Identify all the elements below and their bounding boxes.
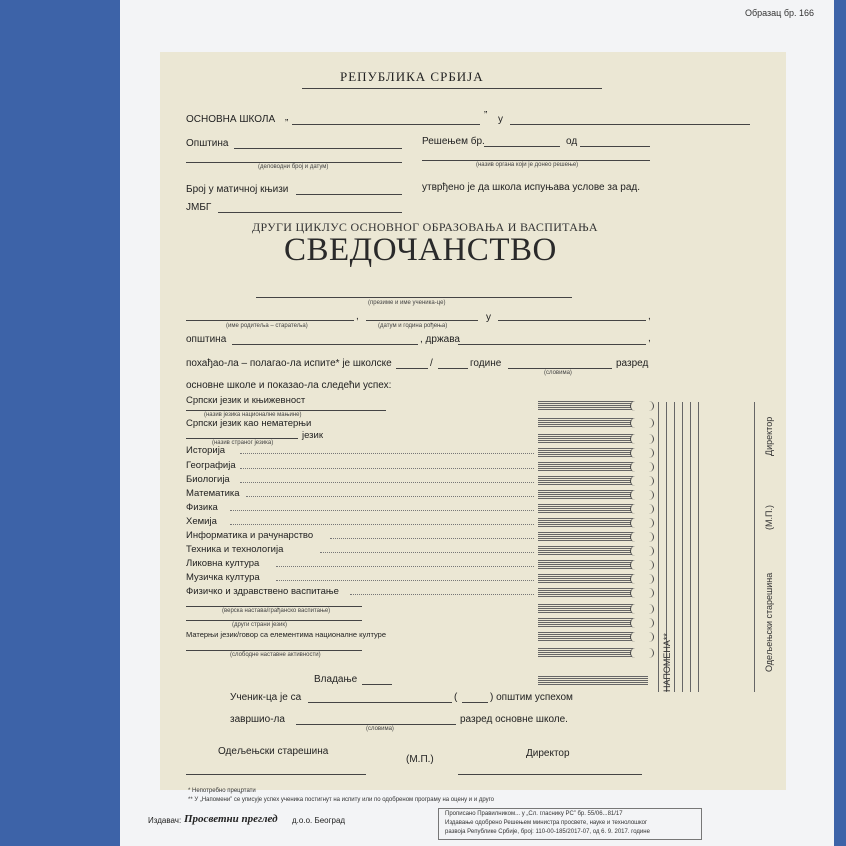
decision-date-line[interactable] (580, 146, 650, 147)
signature-seal: (М.П.) (406, 754, 434, 765)
success-label: основне школе и показао-ла следећи успех: (186, 380, 392, 391)
footnote-1: * Непотребно прецртати (188, 788, 256, 794)
conduct-grade-field[interactable] (538, 676, 648, 686)
caption-birth: (датум и година рођења) (378, 323, 448, 329)
success-number-line[interactable] (462, 702, 488, 703)
grade-number[interactable] (630, 618, 654, 628)
state-line[interactable] (458, 344, 646, 345)
caption-finished-words: (словима) (366, 726, 394, 732)
school-label: ОСНОВНА ШКОЛА (186, 114, 276, 125)
subject-language: језик (302, 430, 324, 441)
conduct-line[interactable] (362, 684, 392, 685)
subject-native-culture: Матерњи језик/говор са елементима националне културе (186, 630, 387, 639)
grade-number[interactable] (630, 632, 654, 642)
finished-grade-line[interactable] (296, 724, 456, 725)
school-city-line[interactable] (510, 124, 750, 125)
decision-number-line[interactable] (484, 146, 560, 147)
register-label: Број у матичној књизи (186, 184, 289, 195)
confirmed-text: утврђено је да школа испуњава услове за рад. (422, 182, 641, 193)
subject-technology: Техника и технологија (186, 544, 284, 555)
signature-line (754, 402, 755, 692)
grade-number[interactable] (630, 401, 654, 411)
leader-biology (240, 482, 534, 483)
leader-physics (230, 510, 534, 511)
municipality-line[interactable] (234, 148, 402, 149)
decision-from-label: од (566, 136, 578, 147)
publisher-logo: Просветни преглед (184, 813, 278, 825)
grade-number[interactable] (630, 462, 654, 472)
finished-label: завршио-ла (230, 714, 285, 725)
grade-number[interactable] (630, 418, 654, 428)
foreign-language-line[interactable] (186, 438, 298, 439)
certificate-sheet (120, 0, 834, 846)
birth-line[interactable] (366, 320, 478, 321)
success-paren-close: ) општим успехом (490, 692, 573, 703)
municipality-label: Општина (186, 138, 229, 149)
authority-line[interactable] (422, 160, 650, 161)
finished-grade-text: разред основне школе. (460, 714, 568, 725)
birthplace-line[interactable] (498, 320, 646, 321)
notes-line (690, 402, 691, 692)
grade-label: разред (616, 358, 649, 369)
director-signature-line[interactable] (458, 774, 642, 775)
grade-number[interactable] (630, 448, 654, 458)
publisher-box-line-3: развоја Републике Србије, број: 110-00-185/2017-07, од 6. 9. 2017. године (445, 829, 650, 835)
subject-history: Историја (186, 445, 226, 456)
leader-music (276, 580, 534, 581)
leader-technology (320, 552, 534, 553)
certificate-panel (160, 52, 786, 790)
subject-biology: Биологија (186, 474, 230, 485)
leader-pe (350, 594, 534, 595)
notes-label: НАПОМЕНА** (662, 633, 672, 692)
subject-geography: Географија (186, 460, 236, 471)
subject-music: Музичка култура (186, 572, 260, 583)
parent-line[interactable] (186, 320, 354, 321)
grade-number[interactable] (630, 546, 654, 556)
publisher-box-line-1: Прописано Правилником... у „Сл. гласнику РС” бр. 55/06...81/17 (445, 811, 623, 817)
publisher-rest: д.о.о. Београд (292, 816, 346, 825)
publisher-label: Издавач: (148, 816, 182, 825)
side-director: Директор (764, 416, 774, 456)
notes-line (698, 402, 699, 692)
caption-religion: (верска настава/грађанско васпитање) (222, 608, 331, 614)
caption-other-foreign: (други страни језик) (232, 622, 287, 628)
caption-authority: (назив органа који је донео решење) (476, 162, 579, 168)
school-name-line[interactable] (292, 124, 480, 125)
leader-art (276, 566, 534, 567)
jmbg-label: ЈМБГ (186, 202, 212, 213)
parent-comma: , (356, 311, 359, 322)
side-homeroom: Одељењски старешина (764, 572, 774, 672)
register-date-line[interactable] (186, 162, 402, 163)
subject-informatics: Информатика и рачунарство (186, 530, 314, 541)
year-label: године (470, 358, 502, 369)
quote-open: „ (285, 112, 289, 123)
subject-serbian: Српски језик и књижевност (186, 395, 306, 406)
register-number-line[interactable] (296, 194, 402, 195)
grade-number[interactable] (630, 574, 654, 584)
grade-number[interactable] (630, 504, 654, 514)
caption-register: (деловодни број и датум) (258, 164, 329, 170)
grade-number[interactable] (630, 588, 654, 598)
form-number: Образац бр. 166 (744, 8, 814, 18)
quote-close: ” (484, 110, 488, 121)
caption-elective: (слободне наставне активности) (230, 652, 321, 658)
leader-chemistry (230, 524, 534, 525)
leader-geography (240, 468, 534, 469)
jmbg-line[interactable] (218, 212, 402, 213)
notes-line (682, 402, 683, 692)
grade-number[interactable] (630, 434, 654, 444)
student-municipality-line[interactable] (232, 344, 418, 345)
caption-foreign-language: (назив страног језика) (212, 440, 274, 446)
birth-in-label: у (486, 312, 491, 323)
subject-serbian-nonnative: Српски језик као нематерњи (186, 418, 312, 429)
side-seal: (М.П.) (764, 505, 774, 530)
grade-number[interactable] (630, 648, 654, 658)
decision-label: Решењем бр. (422, 136, 485, 147)
caption-student-name: (презиме и име ученика-це) (368, 300, 446, 306)
year-start-line[interactable] (396, 368, 428, 369)
subject-art: Ликовна култура (186, 558, 260, 569)
birthplace-comma: , (648, 311, 651, 322)
publisher-box-line-2: Издавање одобрено Решењем министра просвете, науке и технолошког (445, 820, 648, 826)
caption-native-language: (назив језика националне мањине) (204, 412, 302, 418)
signature-director: Директор (526, 748, 570, 759)
leader-math (246, 496, 534, 497)
republic-title: РЕПУБЛИКА СРБИЈА (340, 69, 484, 84)
subject-math: Математика (186, 488, 240, 499)
signature-homeroom: Одељењски старешина (218, 746, 329, 757)
student-name-line[interactable] (256, 297, 572, 298)
caption-parent: (име родитеља – старатеља) (226, 323, 308, 329)
attended-label: похађао-ла – полагао-ла испите* је школске (186, 358, 392, 369)
conduct-label: Владање (314, 674, 358, 685)
footnote-2: ** У „Напомени” се уписује успех ученика постигнут на испиту или по одобреном програму на оцену и и друго (188, 797, 495, 803)
cycle-title: ДРУГИ ЦИКЛУС ОСНОВНОГ ОБРАЗОВАЊА И ВАСПИТАЊА (252, 220, 598, 234)
elective-line[interactable] (186, 650, 362, 651)
subject-chemistry: Хемија (186, 516, 217, 527)
header-rule (302, 88, 602, 89)
subject-physics: Физика (186, 502, 218, 513)
document-title: СВЕДОЧАНСТВО (284, 232, 557, 268)
school-in-label: у (498, 114, 503, 125)
grade-number[interactable] (630, 476, 654, 486)
religion-line[interactable] (186, 606, 362, 607)
other-foreign-line[interactable] (186, 620, 362, 621)
state-comma: , (648, 333, 651, 344)
leader-informatics (330, 538, 534, 539)
notes-line (674, 402, 675, 692)
homeroom-signature-line[interactable] (186, 774, 366, 775)
success-paren-open: ( (454, 692, 458, 703)
grade-number[interactable] (630, 604, 654, 614)
year-slash: / (430, 358, 433, 369)
state-label: , држава (420, 334, 460, 345)
success-words-line[interactable] (308, 702, 452, 703)
student-success-label: Ученик-ца је са (230, 692, 302, 703)
leader-history (240, 453, 534, 454)
caption-grade-words: (словима) (544, 370, 572, 376)
year-end-line[interactable] (438, 368, 468, 369)
grade-number[interactable] (630, 490, 654, 500)
native-language-line[interactable] (186, 410, 386, 411)
grade-number[interactable] (630, 518, 654, 528)
grade-number[interactable] (630, 560, 654, 570)
notes-line (658, 402, 659, 692)
grade-words-line[interactable] (508, 368, 612, 369)
publisher-box (438, 808, 702, 840)
student-municipality-label: општина (186, 334, 227, 345)
grade-number[interactable] (630, 532, 654, 542)
subject-pe: Физичко и здравствено васпитање (186, 586, 339, 597)
